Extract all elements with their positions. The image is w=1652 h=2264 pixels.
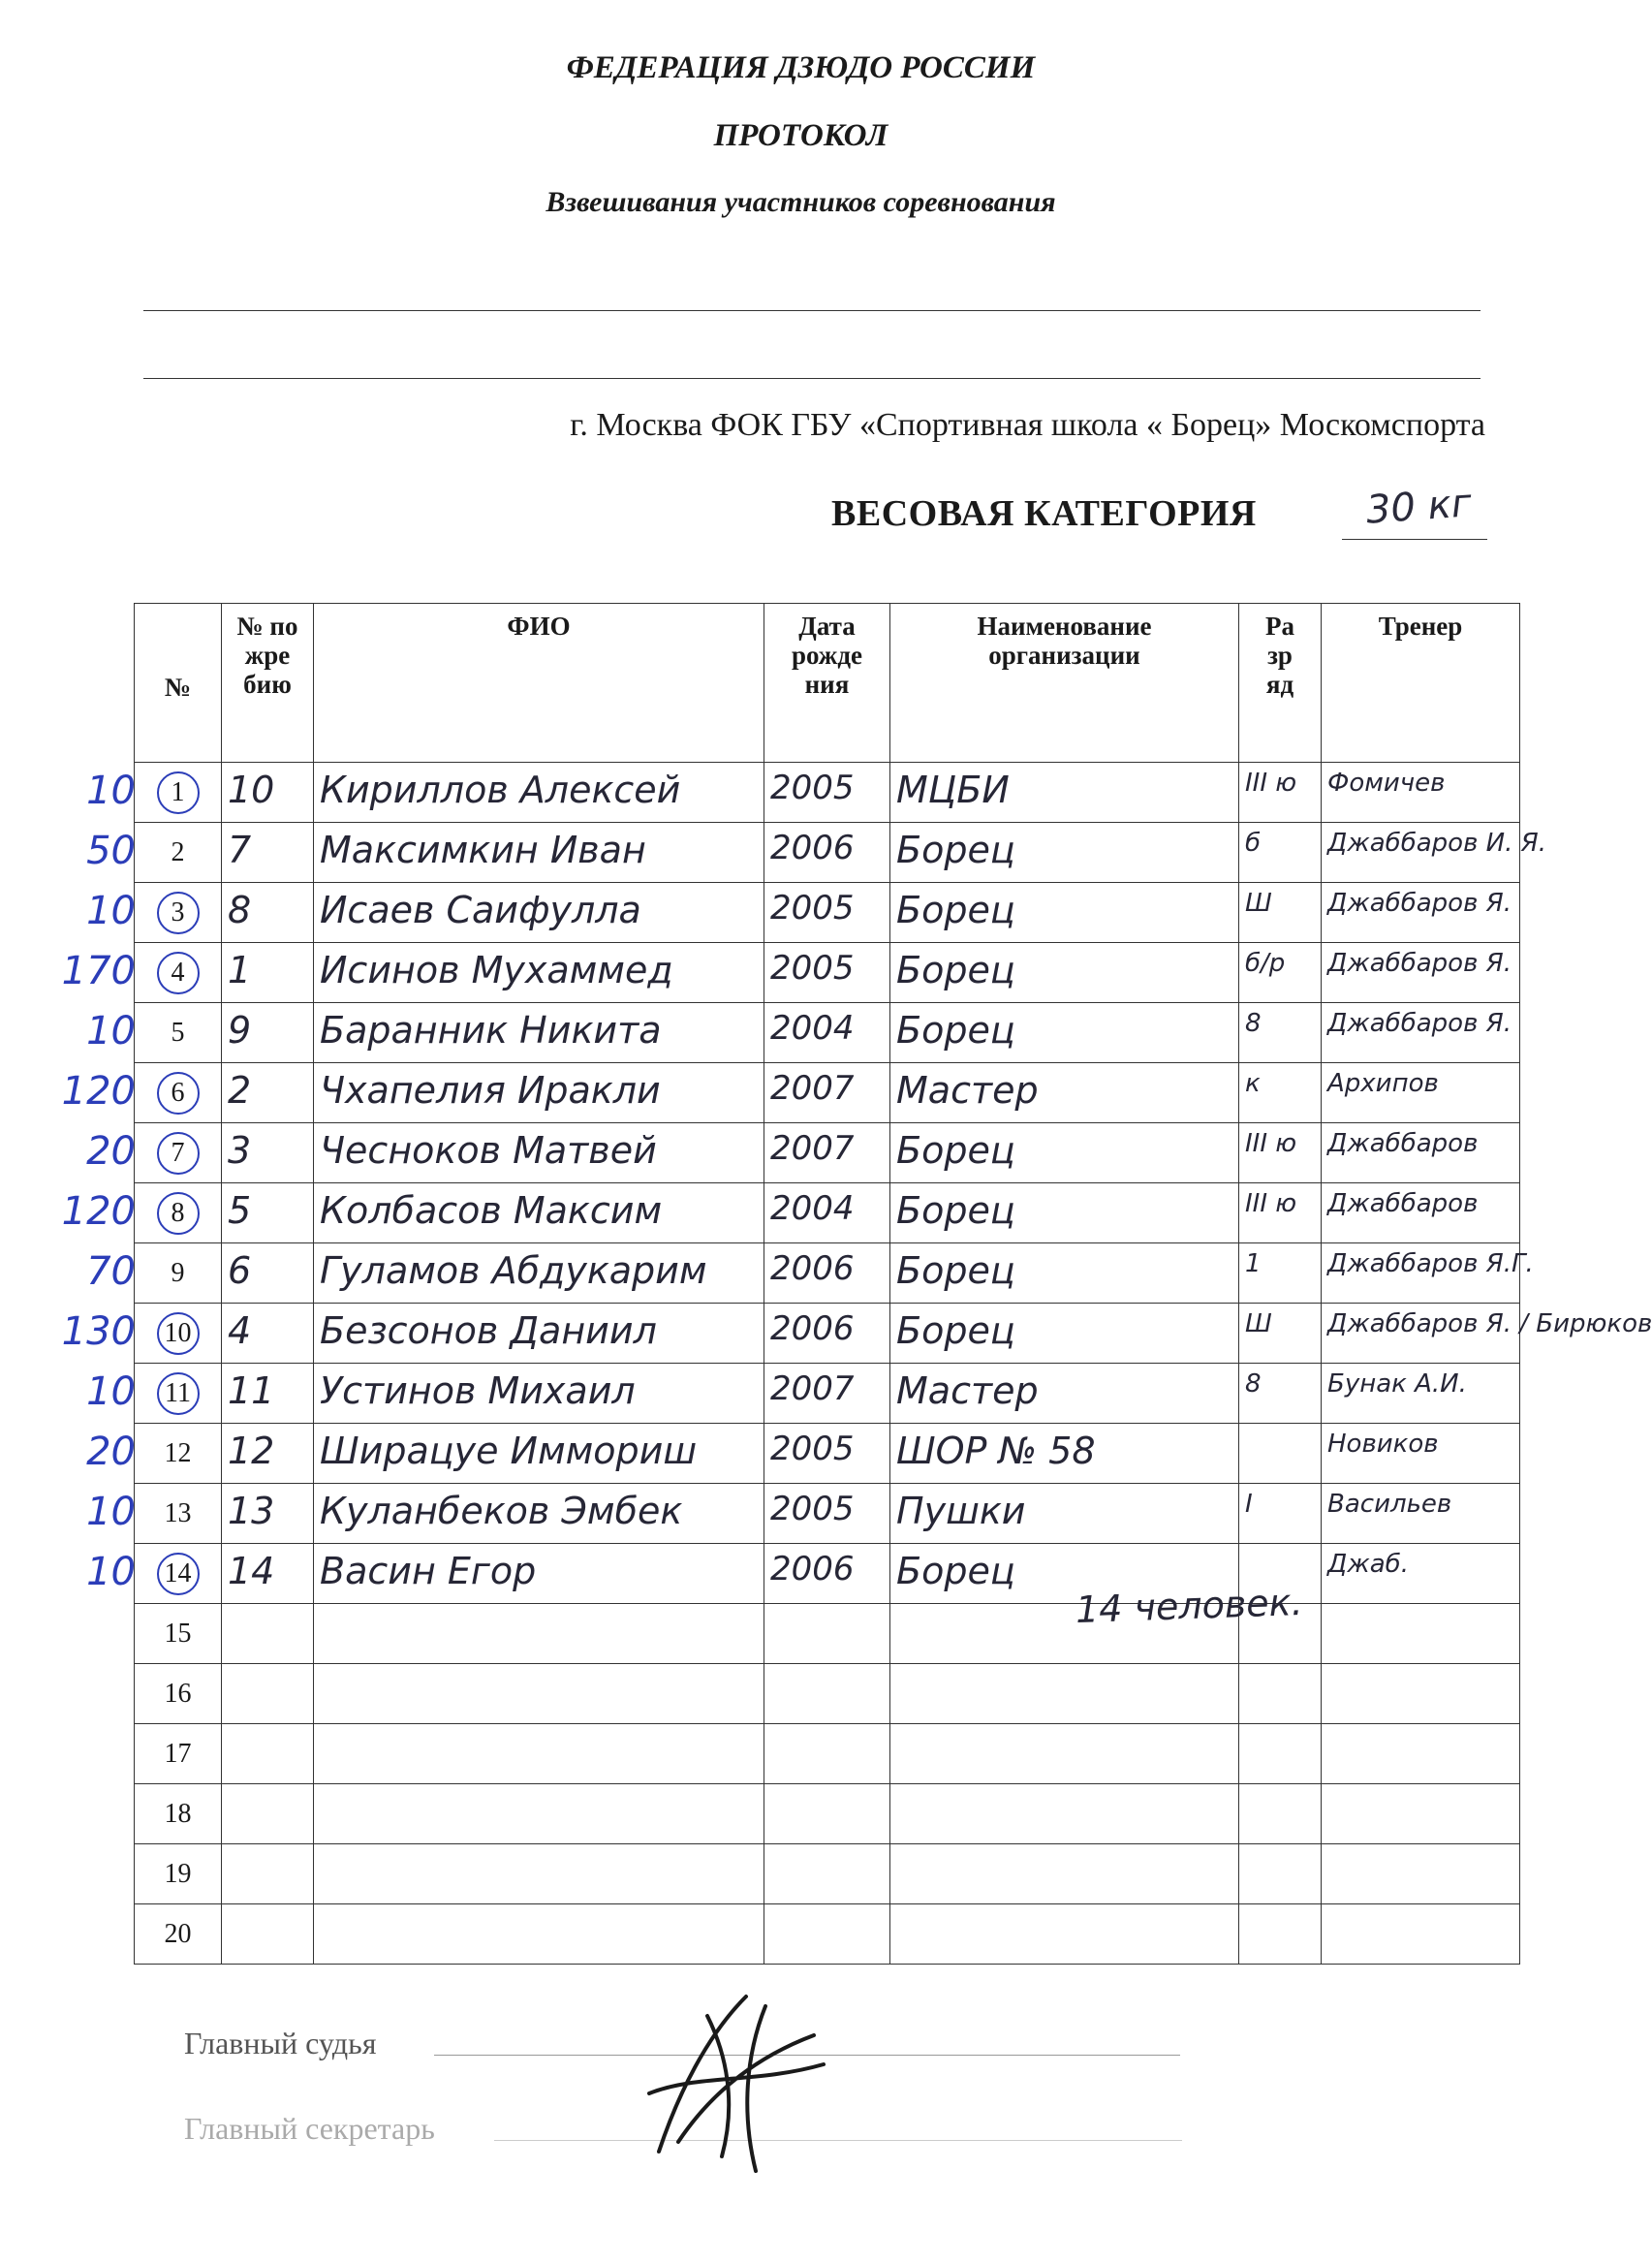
- dob-value: 2007: [770, 1129, 855, 1168]
- draw-value: 13: [228, 1490, 275, 1532]
- cell-name: [314, 1544, 764, 1604]
- count-annotation: 14 человек.: [1075, 1580, 1304, 1632]
- cell-org: [890, 1003, 1239, 1063]
- cell-draw: [222, 1724, 314, 1784]
- coach-value: Джаббаров: [1327, 1189, 1479, 1218]
- row-number: 10: [157, 1312, 200, 1355]
- org-value: Пушки: [896, 1490, 1026, 1532]
- chief-judge-label: Главный судья: [184, 2026, 377, 2060]
- chief-judge-signature: [620, 1977, 843, 2181]
- rank-value: б/р: [1245, 949, 1286, 978]
- cell-name: [314, 1664, 764, 1724]
- name-value: Куланбеков Эмбек: [320, 1490, 683, 1532]
- cell-org: [890, 1243, 1239, 1304]
- name-value: Чесноков Матвей: [320, 1129, 657, 1172]
- cell-name: [314, 1604, 764, 1664]
- col-dob-header: Дата рожде ния: [764, 604, 890, 763]
- cell-coach: [1322, 1063, 1520, 1123]
- cell-coach: [1322, 883, 1520, 943]
- coach-value: Фомичев: [1327, 769, 1446, 798]
- row-number: 14: [157, 1553, 200, 1595]
- chief-secretary-label: Главный секретарь: [184, 2111, 435, 2146]
- cell-dob: [764, 1304, 890, 1364]
- rank-value: 8: [1245, 1009, 1262, 1038]
- cell-rank: [1239, 823, 1322, 883]
- draw-value: 1: [228, 949, 252, 991]
- org-value: Борец: [896, 829, 1015, 871]
- row-number: 6: [157, 1072, 200, 1115]
- coach-value: Бунак А.И.: [1327, 1369, 1467, 1399]
- table-row: [135, 1604, 1520, 1664]
- row-number: 7: [157, 1132, 200, 1175]
- dob-value: 2004: [770, 1009, 855, 1048]
- dob-value: 2004: [770, 1189, 855, 1228]
- row-number-cell: [135, 1544, 222, 1604]
- protocol-subtitle: Взвешивания участников соревнования: [545, 186, 1056, 218]
- dob-value: 2005: [770, 949, 855, 988]
- name-value: Колбасов Максим: [320, 1189, 663, 1232]
- venue: г. Москва ФОК ГБУ «Спортивная школа « Борец» Москомспорта: [570, 407, 1485, 443]
- cell-rank: [1239, 1844, 1322, 1904]
- dob-value: 2006: [770, 1249, 855, 1288]
- col-draw-header: № по жре бию: [222, 604, 314, 763]
- rank-value: 8: [1245, 1369, 1262, 1399]
- cell-dob: [764, 1063, 890, 1123]
- org-value: МЦБИ: [896, 769, 1010, 811]
- name-value: Ширацуе Иммориш: [320, 1430, 698, 1472]
- coach-value: Джаббаров Я.: [1327, 1009, 1512, 1038]
- org-value: Борец: [896, 1009, 1015, 1052]
- draw-value: 10: [228, 769, 275, 811]
- name-value: Чхапелия Иракли: [320, 1069, 661, 1112]
- margin-weight-note: 120: [61, 1188, 136, 1234]
- cell-dob: [764, 1243, 890, 1304]
- cell-coach: [1322, 1183, 1520, 1243]
- coach-value: Джаббаров Я. / Бирюков: [1327, 1309, 1652, 1338]
- cell-rank: [1239, 1123, 1322, 1183]
- table-row: [135, 1544, 1520, 1604]
- table-row: [135, 1844, 1520, 1904]
- row-number-cell: [135, 1304, 222, 1364]
- cell-name: [314, 1904, 764, 1965]
- cell-dob: [764, 763, 890, 823]
- name-value: Исинов Мухаммед: [320, 949, 673, 991]
- draw-value: 8: [228, 889, 252, 931]
- cell-draw: [222, 1364, 314, 1424]
- row-number: 15: [164, 1618, 192, 1649]
- margin-weight-note: 50: [86, 828, 136, 873]
- cell-draw: [222, 1544, 314, 1604]
- cell-draw: [222, 1904, 314, 1965]
- coach-value: Архипов: [1327, 1069, 1439, 1098]
- row-number: 19: [164, 1858, 192, 1889]
- org-value: ШОР № 58: [896, 1430, 1096, 1472]
- cell-coach: [1322, 1844, 1520, 1904]
- cell-draw: [222, 1844, 314, 1904]
- table-row: [135, 1484, 1520, 1544]
- rank-value: III ю: [1245, 1189, 1297, 1218]
- cell-name: [314, 1484, 764, 1544]
- weight-category-label: ВЕСОВАЯ КАТЕГОРИЯ: [831, 493, 1257, 534]
- draw-value: 9: [228, 1009, 252, 1052]
- cell-draw: [222, 1003, 314, 1063]
- row-number-cell: [135, 1844, 222, 1904]
- margin-weight-note: 120: [61, 1068, 136, 1114]
- row-number-cell: [135, 1424, 222, 1484]
- cell-org: [890, 1904, 1239, 1965]
- cell-rank: [1239, 1784, 1322, 1844]
- row-number-cell: [135, 883, 222, 943]
- cell-org: [890, 1664, 1239, 1724]
- org-value: Борец: [896, 1189, 1015, 1232]
- cell-org: [890, 943, 1239, 1003]
- row-number: 17: [164, 1738, 192, 1769]
- org-value: Мастер: [896, 1369, 1039, 1412]
- table-row: [135, 1904, 1520, 1965]
- cell-coach: [1322, 1123, 1520, 1183]
- cell-org: [890, 1364, 1239, 1424]
- row-number: 16: [164, 1678, 192, 1709]
- draw-value: 4: [228, 1309, 252, 1352]
- row-number: 11: [157, 1372, 200, 1415]
- coach-value: Новиков: [1327, 1430, 1439, 1459]
- cell-dob: [764, 1183, 890, 1243]
- margin-weight-note: 10: [86, 1008, 136, 1053]
- col-name-header: ФИО: [314, 604, 764, 763]
- cell-rank: [1239, 763, 1322, 823]
- dob-value: 2005: [770, 1490, 855, 1528]
- blank-line-2: [143, 378, 1481, 379]
- cell-dob: [764, 1724, 890, 1784]
- margin-weight-note: 10: [86, 888, 136, 933]
- cell-name: [314, 1364, 764, 1424]
- table-row: [135, 943, 1520, 1003]
- cell-draw: [222, 1183, 314, 1243]
- cell-dob: [764, 1784, 890, 1844]
- rank-value: б: [1245, 829, 1262, 858]
- cell-rank: [1239, 1724, 1322, 1784]
- rank-value: Ш: [1245, 889, 1272, 918]
- cell-rank: [1239, 1364, 1322, 1424]
- federation-title: ФЕДЕРАЦИЯ ДЗЮДО РОССИИ: [566, 50, 1036, 85]
- cell-rank: [1239, 1183, 1322, 1243]
- cell-dob: [764, 1664, 890, 1724]
- cell-rank: [1239, 1484, 1322, 1544]
- coach-value: Джаббаров Я.: [1327, 949, 1512, 978]
- cell-name: [314, 823, 764, 883]
- cell-coach: [1322, 1544, 1520, 1604]
- cell-dob: [764, 1544, 890, 1604]
- row-number-cell: [135, 763, 222, 823]
- cell-rank: [1239, 1664, 1322, 1724]
- cell-coach: [1322, 1724, 1520, 1784]
- col-coach-header: Тренер: [1322, 604, 1520, 763]
- draw-value: 2: [228, 1069, 252, 1112]
- cell-draw: [222, 943, 314, 1003]
- dob-value: 2005: [770, 1430, 855, 1468]
- row-number-cell: [135, 1784, 222, 1844]
- row-number: 18: [164, 1798, 192, 1829]
- name-value: Максимкин Иван: [320, 829, 646, 871]
- coach-value: Васильев: [1327, 1490, 1452, 1519]
- row-number: 5: [171, 1017, 185, 1048]
- org-value: Борец: [896, 1309, 1015, 1352]
- cell-name: [314, 1424, 764, 1484]
- cell-org: [890, 763, 1239, 823]
- col-num-header: №: [135, 604, 222, 763]
- cell-coach: [1322, 1784, 1520, 1844]
- dob-value: 2006: [770, 1550, 855, 1588]
- draw-value: 11: [228, 1369, 275, 1412]
- cell-name: [314, 883, 764, 943]
- cell-dob: [764, 1364, 890, 1424]
- draw-value: 7: [228, 829, 252, 871]
- cell-dob: [764, 943, 890, 1003]
- cell-draw: [222, 1604, 314, 1664]
- cell-name: [314, 1243, 764, 1304]
- row-number: 12: [164, 1437, 192, 1468]
- table-row: [135, 1063, 1520, 1123]
- draw-value: 5: [228, 1189, 252, 1232]
- table-header-row: [135, 604, 1520, 763]
- row-number-cell: [135, 1063, 222, 1123]
- row-number: 1: [157, 771, 200, 814]
- draw-value: 3: [228, 1129, 252, 1172]
- row-number-cell: [135, 1243, 222, 1304]
- cell-org: [890, 1183, 1239, 1243]
- cell-coach: [1322, 1003, 1520, 1063]
- cell-draw: [222, 823, 314, 883]
- cell-dob: [764, 1904, 890, 1965]
- table-row: [135, 1304, 1520, 1364]
- margin-weight-note: 130: [61, 1308, 136, 1354]
- table-row: [135, 1364, 1520, 1424]
- name-value: Безсонов Даниил: [320, 1309, 657, 1352]
- rank-value: I: [1245, 1490, 1253, 1519]
- cell-org: [890, 1724, 1239, 1784]
- row-number: 3: [157, 892, 200, 934]
- margin-weight-note: 20: [86, 1128, 136, 1174]
- row-number-cell: [135, 1183, 222, 1243]
- cell-coach: [1322, 1664, 1520, 1724]
- cell-draw: [222, 1304, 314, 1364]
- margin-weight-note: 10: [86, 1368, 136, 1414]
- row-number-cell: [135, 1664, 222, 1724]
- cell-draw: [222, 1484, 314, 1544]
- rank-value: 1: [1245, 1249, 1262, 1278]
- coach-value: Джаббаров Я.Г.: [1327, 1249, 1534, 1278]
- cell-dob: [764, 883, 890, 943]
- table-row: [135, 763, 1520, 823]
- cell-name: [314, 1784, 764, 1844]
- cell-name: [314, 1063, 764, 1123]
- cell-draw: [222, 883, 314, 943]
- cell-name: [314, 1183, 764, 1243]
- weighing-table: [134, 603, 1652, 1965]
- rank-value: к: [1245, 1069, 1261, 1098]
- cell-org: [890, 1063, 1239, 1123]
- coach-value: Джаббаров: [1327, 1129, 1479, 1158]
- dob-value: 2006: [770, 1309, 855, 1348]
- weight-category-underline: [1342, 539, 1487, 540]
- dob-value: 2005: [770, 889, 855, 928]
- name-value: Исаев Саифулла: [320, 889, 641, 931]
- cell-coach: [1322, 1424, 1520, 1484]
- cell-dob: [764, 1123, 890, 1183]
- cell-draw: [222, 1784, 314, 1844]
- cell-draw: [222, 1123, 314, 1183]
- table-row: [135, 1664, 1520, 1724]
- cell-name: [314, 1003, 764, 1063]
- name-value: Кириллов Алексей: [320, 769, 681, 811]
- cell-draw: [222, 1063, 314, 1123]
- cell-org: [890, 1784, 1239, 1844]
- col-org-header: Наименование организации: [890, 604, 1239, 763]
- cell-name: [314, 1123, 764, 1183]
- cell-dob: [764, 1604, 890, 1664]
- cell-coach: [1322, 763, 1520, 823]
- cell-name: [314, 1304, 764, 1364]
- rank-value: III ю: [1245, 769, 1297, 798]
- table-row: [135, 1123, 1520, 1183]
- cell-dob: [764, 823, 890, 883]
- cell-coach: [1322, 1304, 1652, 1364]
- row-number-cell: [135, 1724, 222, 1784]
- row-number: 20: [164, 1918, 192, 1949]
- dob-value: 2006: [770, 829, 855, 867]
- row-number: 8: [157, 1192, 200, 1235]
- cell-draw: [222, 1424, 314, 1484]
- table-row: [135, 1183, 1520, 1243]
- margin-weight-note: 10: [86, 768, 136, 813]
- cell-draw: [222, 763, 314, 823]
- table-row: [135, 1424, 1520, 1484]
- col-rank-header: Ра зр яд: [1239, 604, 1322, 763]
- table-row: [135, 1784, 1520, 1844]
- cell-name: [314, 1724, 764, 1784]
- cell-rank: [1239, 1424, 1322, 1484]
- cell-coach: [1322, 943, 1520, 1003]
- cell-org: [890, 823, 1239, 883]
- margin-weight-note: 10: [86, 1549, 136, 1594]
- cell-org: [890, 1484, 1239, 1544]
- cell-rank: [1239, 1304, 1322, 1364]
- table-row: [135, 883, 1520, 943]
- cell-rank: [1239, 1063, 1322, 1123]
- cell-org: [890, 1424, 1239, 1484]
- row-number: 4: [157, 952, 200, 994]
- dob-value: 2007: [770, 1369, 855, 1408]
- cell-coach: [1322, 823, 1546, 883]
- cell-coach: [1322, 1243, 1534, 1304]
- table-row: [135, 823, 1520, 883]
- row-number: 13: [164, 1497, 192, 1528]
- cell-name: [314, 763, 764, 823]
- protocol-title: ПРОТОКОЛ: [713, 118, 888, 153]
- row-number: 9: [171, 1257, 185, 1288]
- cell-rank: [1239, 1904, 1322, 1965]
- coach-value: Джаб.: [1327, 1550, 1409, 1579]
- cell-coach: [1322, 1364, 1520, 1424]
- dob-value: 2005: [770, 769, 855, 807]
- row-number-cell: [135, 943, 222, 1003]
- row-number-cell: [135, 1003, 222, 1063]
- row-number-cell: [135, 1904, 222, 1965]
- table-row: [135, 1724, 1520, 1784]
- cell-dob: [764, 1844, 890, 1904]
- table-row: [135, 1003, 1520, 1063]
- cell-rank: [1239, 1003, 1322, 1063]
- cell-org: [890, 883, 1239, 943]
- dob-value: 2007: [770, 1069, 855, 1108]
- margin-weight-note: 170: [61, 948, 136, 993]
- margin-weight-note: 10: [86, 1489, 136, 1534]
- cell-org: [890, 1123, 1239, 1183]
- org-value: Борец: [896, 889, 1015, 931]
- name-value: Баранник Никита: [320, 1009, 662, 1052]
- cell-coach: [1322, 1484, 1520, 1544]
- cell-coach: [1322, 1604, 1520, 1664]
- draw-value: 14: [228, 1550, 275, 1592]
- cell-draw: [222, 1664, 314, 1724]
- row-number-cell: [135, 823, 222, 883]
- org-value: Борец: [896, 1129, 1015, 1172]
- coach-value: Джаббаров Я.: [1327, 889, 1512, 918]
- org-value: Мастер: [896, 1069, 1039, 1112]
- org-value: Борец: [896, 1249, 1015, 1292]
- row-number-cell: [135, 1484, 222, 1544]
- weight-category-value: 30 кг: [1364, 481, 1474, 533]
- cell-dob: [764, 1424, 890, 1484]
- org-value: Борец: [896, 949, 1015, 991]
- cell-rank: [1239, 883, 1322, 943]
- table-row: [135, 1243, 1520, 1304]
- name-value: Устинов Михаил: [320, 1369, 636, 1412]
- draw-value: 6: [228, 1249, 252, 1292]
- name-value: Васин Егор: [320, 1550, 537, 1592]
- rank-value: Ш: [1245, 1309, 1272, 1338]
- draw-value: 12: [228, 1430, 275, 1472]
- cell-name: [314, 1844, 764, 1904]
- rank-value: III ю: [1245, 1129, 1297, 1158]
- row-number-cell: [135, 1123, 222, 1183]
- row-number-cell: [135, 1364, 222, 1424]
- cell-org: [890, 1844, 1239, 1904]
- cell-rank: [1239, 943, 1322, 1003]
- cell-org: [890, 1304, 1239, 1364]
- cell-rank: [1239, 1243, 1322, 1304]
- margin-weight-note: 20: [86, 1429, 136, 1474]
- cell-name: [314, 943, 764, 1003]
- cell-coach: [1322, 1904, 1520, 1965]
- coach-value: Джаббаров И. Я.: [1327, 829, 1546, 858]
- name-value: Гуламов Абдукарим: [320, 1249, 707, 1292]
- org-value: Борец: [896, 1550, 1015, 1592]
- cell-draw: [222, 1243, 314, 1304]
- cell-dob: [764, 1484, 890, 1544]
- blank-line-1: [143, 310, 1481, 311]
- row-number-cell: [135, 1604, 222, 1664]
- margin-weight-note: 70: [86, 1248, 136, 1294]
- cell-dob: [764, 1003, 890, 1063]
- row-number: 2: [171, 836, 185, 867]
